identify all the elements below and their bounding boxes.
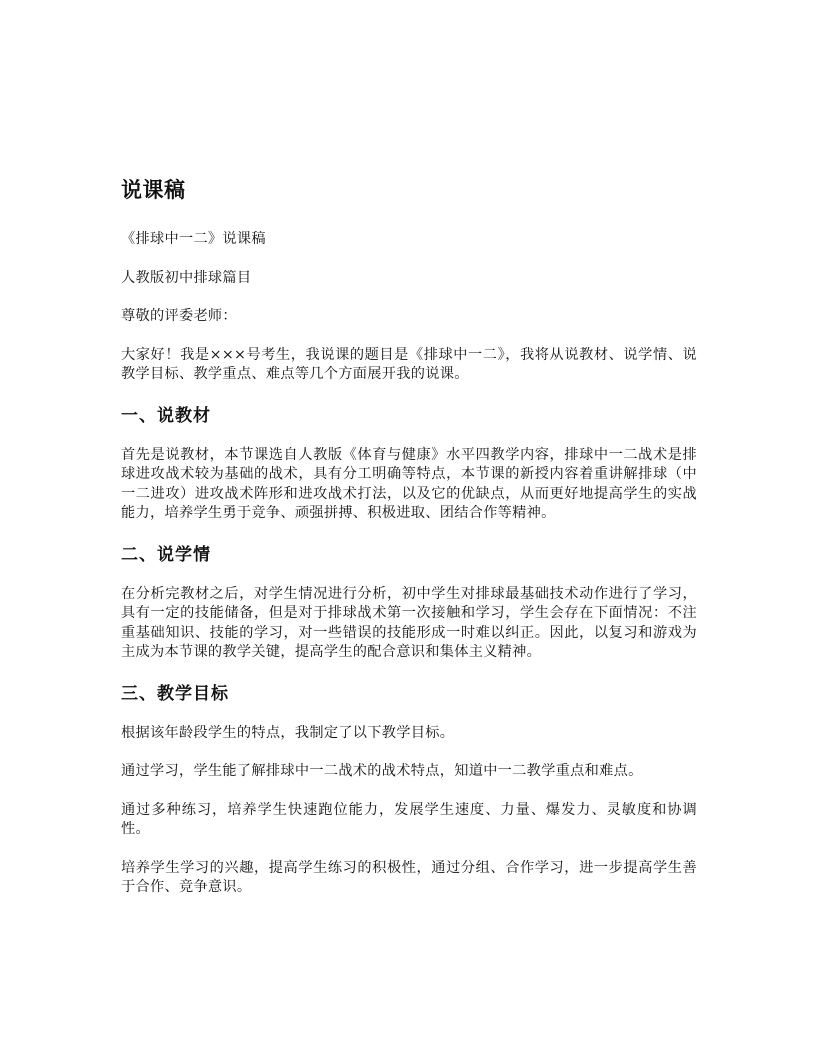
lesson-title-line: 《排球中一二》说课稿 — [121, 231, 266, 247]
section-heading-objectives: 三、教学目标 — [121, 683, 229, 704]
document-page — [121, 176, 697, 917]
opening-paragraph: 大家好！我是×××号考生，我说课的题目是《排球中一二》，我将从说教材、说学情、说教学目标、教学重点、难点等几个方面展开我的说课。 — [121, 346, 697, 382]
section-paragraph: 根据该年龄段学生的特点，我制定了以下教学目标。 — [121, 724, 455, 741]
section-paragraph: 通过多种练习，培养学生快速跑位能力，发展学生速度、力量、爆发力、灵敏度和协调性。 — [121, 801, 697, 837]
document-title: 说课稿 — [121, 178, 186, 202]
section-heading-students: 二、说学情 — [121, 544, 211, 565]
salutation-line: 尊敬的评委老师： — [121, 308, 237, 324]
section-paragraph: 培养学生学习的兴趣，提高学生练习的积极性，通过分组、合作学习，进一步提高学生善于合作、竞争意识。 — [121, 859, 697, 895]
textbook-line: 人教版初中排球篇目 — [121, 269, 252, 286]
section-paragraph: 首先是说教材，本节课选自人教版《体育与健康》水平四教学内容，排球中一二战术是排球进攻战术较为基础的战术，具有分工明确等特点，本节课的新授内容着重讲解排球（中一二进攻）进攻战术阵形和进攻战术打法，以及它的优缺点，从而更好地提高学生的实战能力，培养学生勇于竞争、顽强拼搏、积极进取、团结合作等精神。 — [121, 446, 697, 521]
section-heading-textbook: 一、说教材 — [121, 405, 211, 426]
section-paragraph: 在分析完教材之后，对学生情况进行分析，初中学生对排球最基础技术动作进行了学习，具有一定的技能储备，但是对于排球战术第一次接触和学习，学生会存在下面情况：不注重基础知识、技能的学习，对一些错误的技能形成一时难以纠正。因此，以复习和游戏为主成为本节课的教学关键，提高学生的配合意识和集体主义精神。 — [121, 585, 697, 660]
section-paragraph: 通过学习，学生能了解排球中一二战术的战术特点，知道中一二教学重点和难点。 — [121, 763, 643, 779]
